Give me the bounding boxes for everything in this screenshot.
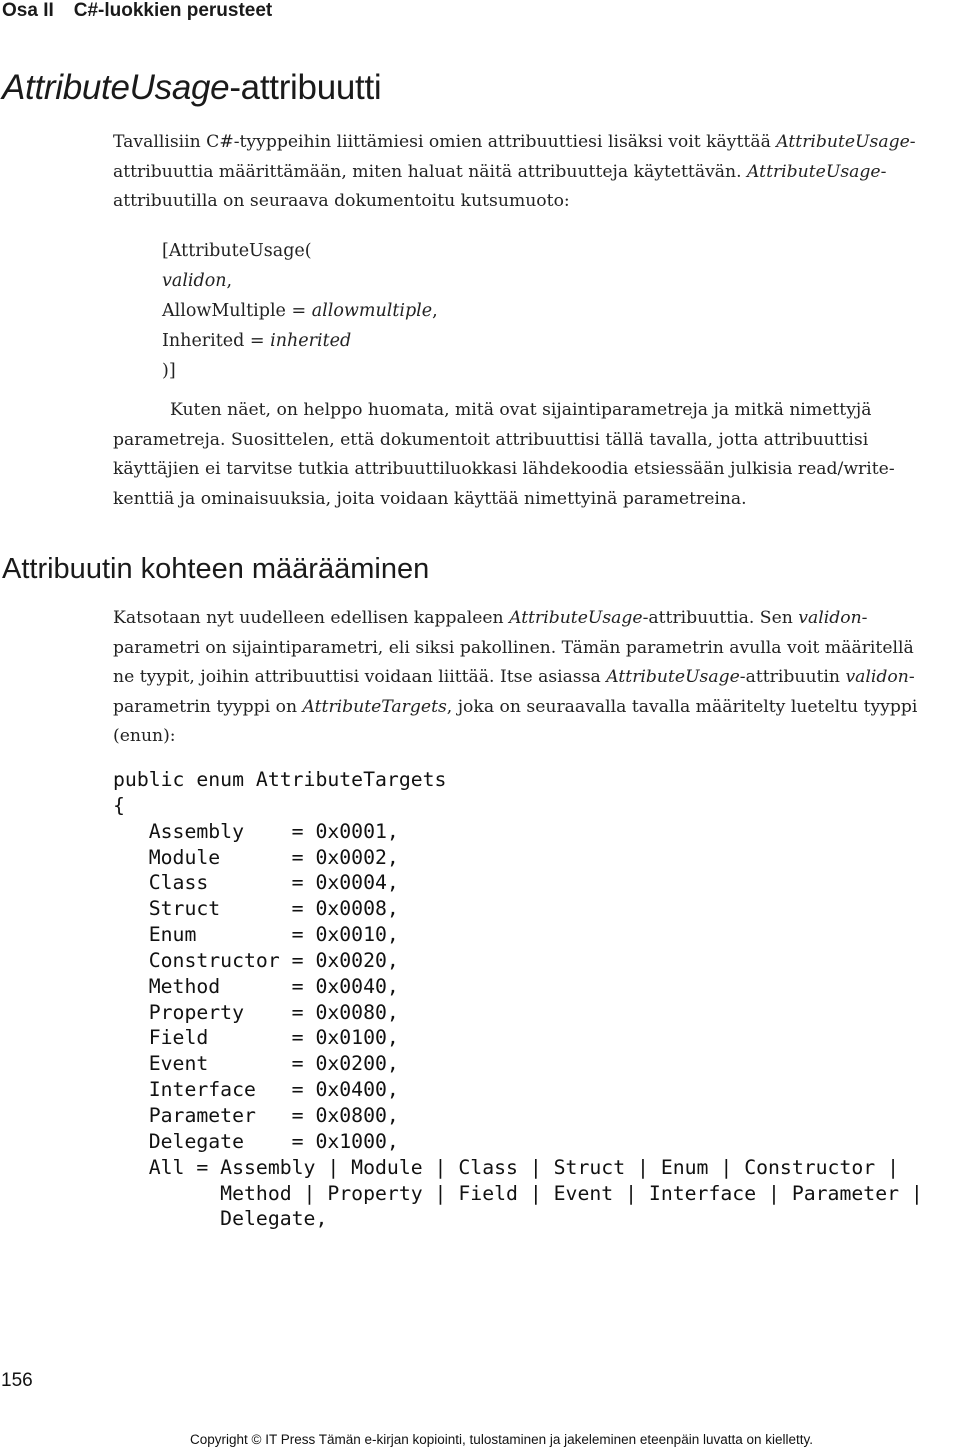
syntax-inherited: Inherited = inherited xyxy=(162,331,352,351)
targets-paragraph xyxy=(113,604,958,752)
syntax-allowmultiple: AllowMultiple = allowmultiple, xyxy=(162,301,438,321)
code-line: Struct = 0x0008, xyxy=(113,897,399,921)
explanation-line-4: kenttiä ja ominaisuuksia, joita voidaan käyttää nimettyinä parametreina. xyxy=(113,488,747,509)
syntax-close: )] xyxy=(162,361,176,381)
code-line: Interface = 0x0400, xyxy=(113,1078,399,1102)
explanation-line-2: parametreja. Suosittelen, että dokumentoit attribuuttisi tällä tavalla, jotta attribuuttisi xyxy=(113,429,869,450)
code-line: Parameter = 0x0800, xyxy=(113,1103,399,1127)
targets-line-5: (enun): xyxy=(113,726,176,746)
running-header xyxy=(0,0,960,26)
targets-line-2: parametri on sijaintiparametri, eli siksi pakollinen. Tämän parametrin avulla voit määritellä xyxy=(113,637,914,658)
copyright-footer: Copyright © IT Press Tämän e-kirjan kopiointi, tulostaminen ja jakeleminen eteenpäin luvatta on kielletty. xyxy=(190,1432,814,1447)
syntax-open: [AttributeUsage( xyxy=(162,241,312,261)
code-line: public enum AttributeTargets xyxy=(113,768,447,791)
code-line: Property = 0x0080, xyxy=(113,1000,399,1024)
code-line: { xyxy=(113,793,125,817)
subsection-heading: Attribuutin kohteen määrääminen xyxy=(2,553,430,585)
code-line: Class = 0x0004, xyxy=(113,871,399,895)
code-line: All = Assembly | Module | Class | Struct | Enum | Constructor | xyxy=(113,1155,900,1179)
explanation-paragraph xyxy=(113,396,958,514)
intro-line-2: attribuuttia määrittämään, miten haluat näitä attribuutteja käytettävän. AttributeUsage- xyxy=(113,161,887,182)
code-line: Method | Property | Field | Event | Interface | Parameter | xyxy=(113,1181,923,1205)
chapter-title: C#-luokkien perusteet xyxy=(73,0,273,21)
code-line: Method = 0x0040, xyxy=(113,974,399,998)
code-line: Delegate = 0x1000, xyxy=(113,1129,399,1153)
code-line: Field = 0x0100, xyxy=(113,1026,399,1050)
code-line: Enum = 0x0010, xyxy=(113,923,399,947)
intro-line-1: Tavallisiin C#-tyyppeihin liittämiesi omien attribuuttiesi lisäksi voit käyttää AttributeUsage- xyxy=(113,132,916,152)
syntax-validon: validon, xyxy=(162,271,233,291)
code-line: Assembly = 0x0001, xyxy=(113,819,399,843)
code-line: Constructor = 0x0020, xyxy=(113,948,399,972)
intro-line-3: attribuutilla on seuraava dokumentoitu kutsumuoto: xyxy=(113,191,570,211)
part-label: Osa II xyxy=(2,0,54,21)
explanation-line-1: Kuten näet, on helppo huomata, mitä ovat sijaintiparametreja ja mitkä nimettyjä xyxy=(170,400,872,420)
code-listing xyxy=(113,767,923,1232)
section-title xyxy=(2,68,381,108)
code-line: Event = 0x0200, xyxy=(113,1052,399,1076)
code-line: Delegate, xyxy=(113,1207,328,1231)
explanation-line-3: käyttäjien ei tarvitse tutkia attribuuttiluokkasi lähdekoodia etsiessään julkisia read/write- xyxy=(113,459,895,479)
targets-line-1: Katsotaan nyt uudelleen edellisen kappaleen AttributeUsage-attribuuttia. Sen validon- xyxy=(113,608,868,628)
syntax-block xyxy=(162,236,438,386)
targets-line-3: ne tyypit, joihin attribuuttisi voidaan liittää. Itse asiassa AttributeUsage-attribuutin validon- xyxy=(113,667,915,687)
code-line: Module = 0x0002, xyxy=(113,845,399,869)
page-number: 156 xyxy=(1,1370,33,1391)
section-title-italic: AttributeUsage xyxy=(2,68,230,107)
intro-paragraph xyxy=(113,128,958,217)
section-title-rest: -attribuutti xyxy=(229,68,382,107)
targets-line-4: parametrin tyyppi on AttributeTargets, joka on seuraavalla tavalla määritelty lueteltu tyyppi xyxy=(113,696,918,717)
